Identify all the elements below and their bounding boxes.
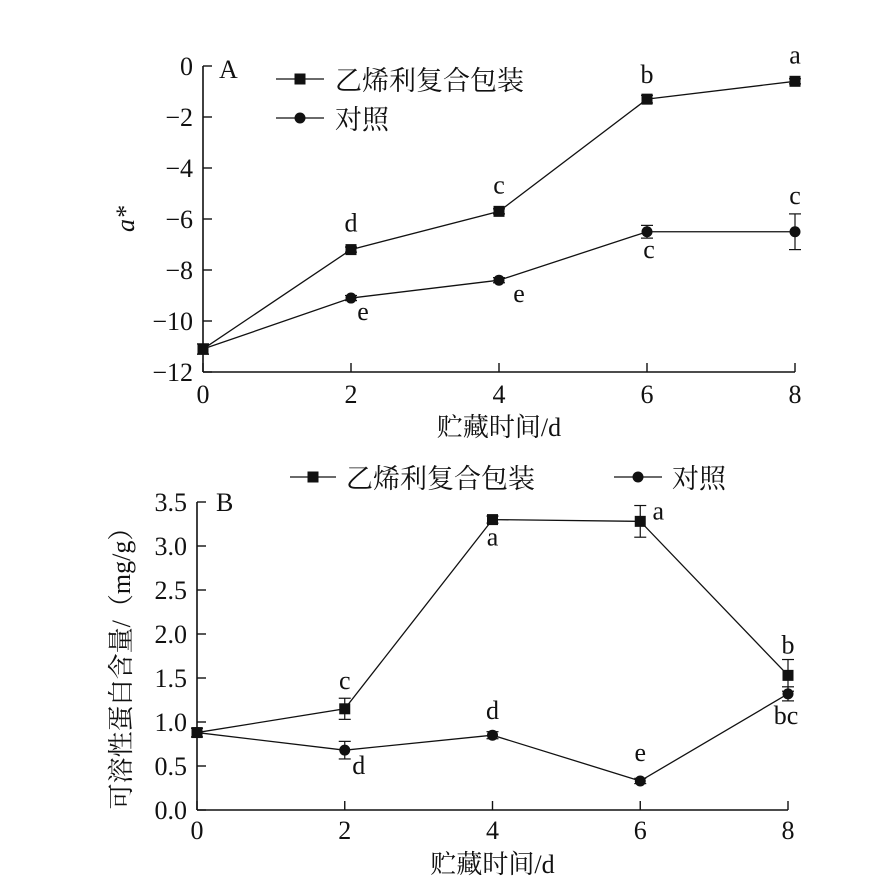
data-point-square — [642, 94, 653, 105]
y-tick-label: −6 — [165, 205, 193, 234]
legend-marker — [633, 472, 644, 483]
legend-label: 对照 — [672, 464, 726, 494]
y-tick-label: −4 — [165, 154, 193, 183]
panel-label: B — [216, 488, 234, 517]
significance-letter: b — [640, 60, 654, 90]
x-tick-label: 8 — [781, 816, 795, 845]
data-point-circle — [487, 730, 498, 741]
data-point-circle — [198, 344, 209, 355]
y-tick-label: −8 — [165, 256, 193, 285]
significance-letter: e — [513, 279, 525, 309]
data-point-circle — [494, 275, 505, 286]
y-tick-label: 3.0 — [154, 532, 187, 561]
significance-letter: d — [344, 208, 358, 238]
x-tick-label: 8 — [788, 380, 802, 409]
legend-label: 乙烯利复合包装 — [335, 66, 524, 96]
y-tick-label: 1.0 — [154, 708, 187, 737]
y-axis-label: a* — [111, 206, 140, 232]
significance-letter: d — [352, 751, 366, 781]
significance-letter: e — [357, 297, 369, 327]
data-point-circle — [635, 775, 646, 786]
series-line-control — [203, 232, 795, 349]
y-tick-label: 2.5 — [154, 576, 187, 605]
panel-label: A — [219, 55, 238, 84]
data-point-circle — [790, 226, 801, 237]
data-point-square — [790, 76, 801, 87]
x-tick-label: 4 — [486, 816, 499, 845]
data-point-square — [783, 670, 794, 681]
x-tick-label: 2 — [338, 816, 352, 845]
x-tick-label: 2 — [344, 380, 358, 409]
significance-letter: c — [338, 665, 351, 695]
significance-letter: c — [493, 170, 505, 200]
y-tick-label: −12 — [152, 358, 193, 387]
y-axis-label: 可溶性蛋白含量/（mg/g） — [107, 514, 136, 810]
legend-marker — [295, 74, 306, 85]
significance-letter: c — [643, 234, 655, 264]
x-tick-label: 0 — [196, 380, 210, 409]
legend-label: 乙烯利复合包装 — [346, 464, 535, 494]
x-axis-label: 贮藏时间/d — [430, 850, 555, 879]
y-tick-label: 0.5 — [154, 752, 187, 781]
data-point-circle — [339, 745, 350, 756]
x-tick-label: 6 — [640, 380, 654, 409]
data-point-square — [346, 244, 357, 255]
data-point-square — [494, 206, 505, 217]
significance-letter: bc — [773, 700, 799, 730]
y-tick-label: −10 — [152, 307, 193, 336]
significance-letter: a — [486, 522, 499, 552]
y-tick-label: 0 — [180, 52, 193, 81]
x-tick-label: 4 — [492, 380, 506, 409]
significance-letter: e — [634, 737, 647, 767]
legend-marker — [295, 113, 306, 124]
y-tick-label: 1.5 — [154, 664, 187, 693]
significance-letter: b — [781, 630, 795, 660]
significance-letter: d — [486, 696, 499, 726]
y-tick-label: 0.0 — [154, 796, 187, 825]
x-tick-label: 6 — [633, 816, 647, 845]
y-tick-label: −2 — [165, 103, 193, 132]
x-axis-label: 贮藏时间/d — [436, 413, 562, 442]
significance-letter: a — [652, 496, 665, 526]
data-point-circle — [783, 688, 794, 699]
data-point-circle — [346, 293, 357, 304]
data-point-square — [339, 703, 350, 714]
y-tick-label: 3.5 — [154, 488, 187, 517]
legend-label: 对照 — [335, 105, 389, 135]
x-tick-label: 0 — [190, 816, 204, 845]
data-point-circle — [192, 727, 203, 738]
legend-marker — [308, 472, 319, 483]
significance-letter: a — [789, 40, 801, 70]
data-point-square — [635, 516, 646, 527]
y-tick-label: 2.0 — [154, 620, 187, 649]
significance-letter: c — [789, 180, 801, 210]
